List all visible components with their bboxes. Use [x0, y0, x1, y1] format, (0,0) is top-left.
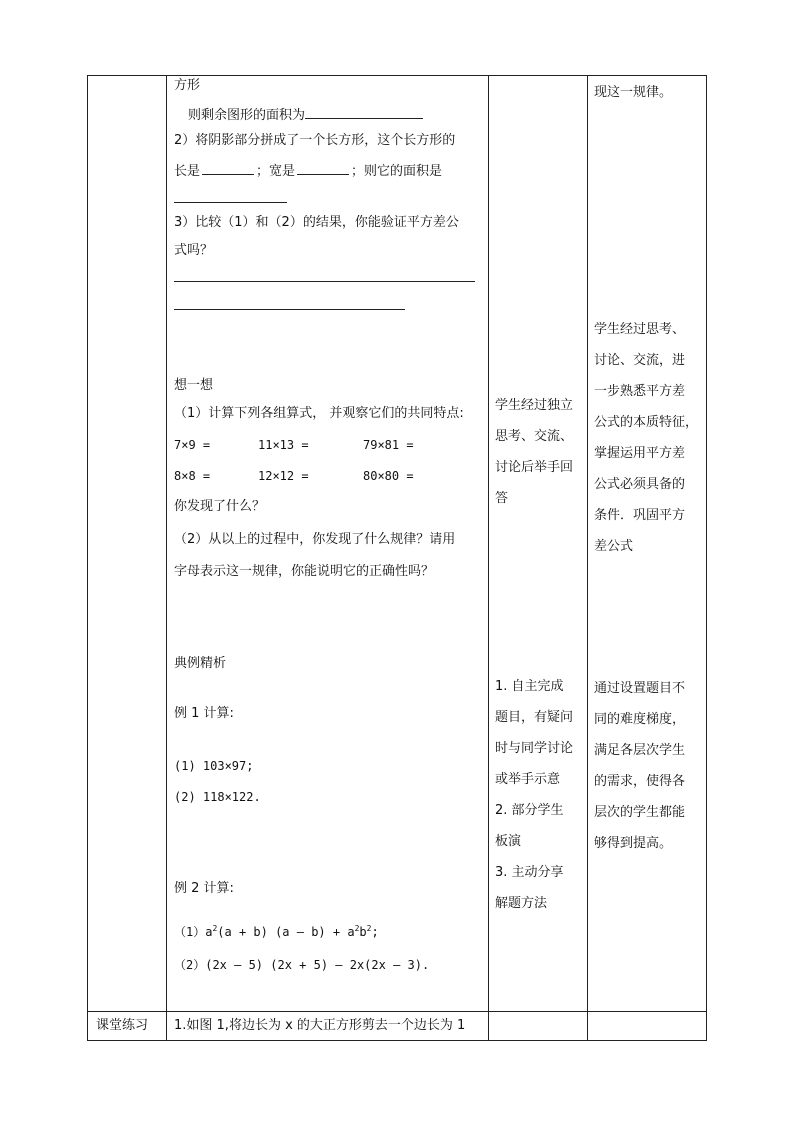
exponent: 2 — [354, 924, 360, 933]
design-intent-line: 层次的学生都能 — [594, 805, 686, 820]
student-activity-line: 思考、交流、 — [495, 429, 574, 444]
section-title: 想一想 — [174, 378, 214, 393]
calc-item: 79×81 = — [363, 438, 414, 452]
design-intent-line: 差公式 — [594, 539, 634, 554]
remaining-area-question — [188, 105, 423, 124]
design-intent-line: 学生经过思考、 — [594, 322, 686, 337]
rectangle-dimensions-question — [174, 161, 442, 180]
table-border-bottom — [87, 1040, 707, 1041]
text-line: （1）计算下列各组算式， 并观察它们的共同特点: — [174, 406, 464, 421]
table-border-top — [87, 75, 707, 76]
table-col-line-5 — [706, 75, 707, 1041]
calc-item: 8×8 = — [174, 469, 211, 483]
example-item: (2) 118×122. — [174, 790, 261, 804]
example-title: 例 2 计算: — [174, 881, 234, 896]
student-activity-line: 3. 主动分享 — [495, 865, 564, 880]
student-activity-line: 板演 — [495, 834, 522, 849]
text-line: 你发现了什么？ — [174, 499, 266, 514]
text-line: 字母表示这一规律，你能说明它的正确性吗？ — [174, 564, 435, 579]
student-activity-line: 题目，有疑问 — [495, 710, 574, 725]
answer-line — [174, 202, 287, 203]
text-line: ；宽是 — [256, 164, 296, 179]
calc-item: 12×12 = — [258, 469, 309, 483]
student-activity-line: 答 — [495, 491, 509, 506]
expr-part: ; — [371, 925, 379, 939]
student-activity-line: 时与同学讨论 — [495, 741, 574, 756]
text-line: 3）比较（1）和（2）的结果，你能验证平方差公 — [174, 215, 459, 230]
example-item: （2）(2x – 5) (2x + 5) – 2x(2x – 3). — [174, 958, 430, 972]
table-col-line-4 — [587, 75, 588, 1041]
text-line: 方形 — [174, 78, 201, 93]
design-intent-line: 的需求，使得各 — [594, 774, 686, 789]
student-activity-line: 讨论后举手回 — [495, 460, 574, 475]
answer-blank — [202, 161, 254, 175]
expr-part: (a + b) (a – b) + a — [217, 925, 355, 939]
text-line: 2）将阴影部分拼成了一个长方形，这个长方形的 — [174, 133, 456, 148]
answer-blank — [297, 161, 349, 175]
row-label: 课堂练习 — [96, 1018, 149, 1033]
student-activity-line: 解题方法 — [495, 896, 548, 911]
example-title: 例 1 计算: — [174, 706, 234, 721]
design-intent-line: 条件．巩固平方 — [594, 508, 686, 523]
student-activity-line: 或举手示意 — [495, 772, 561, 787]
text-line: ；则它的面积是 — [351, 164, 443, 179]
answer-line — [174, 281, 475, 282]
calc-item: 7×9 = — [174, 438, 211, 452]
text-line: 式吗？ — [174, 243, 214, 258]
expr-part: （1）a — [174, 925, 213, 939]
table-col-line-3 — [488, 75, 489, 1041]
student-activity-line: 学生经过独立 — [495, 398, 574, 413]
example-item — [174, 924, 379, 940]
exponent: 2 — [366, 924, 372, 933]
table-col-line-1 — [87, 75, 88, 1041]
table-row-divider — [87, 1011, 707, 1012]
design-intent-line: 公式必须具备的 — [594, 477, 686, 492]
calc-item: 80×80 = — [363, 469, 414, 483]
text-line: 长是 — [174, 164, 201, 179]
section-title: 典例精析 — [174, 656, 227, 671]
student-activity-line: 1. 自主完成 — [495, 679, 564, 694]
design-intent-line: 同的难度梯度， — [594, 712, 686, 727]
example-item: (1) 103×97; — [174, 759, 254, 773]
design-intent-line: 满足各层次学生 — [594, 743, 686, 758]
answer-line — [174, 309, 405, 310]
design-intent-line: 够得到提高。 — [594, 836, 673, 851]
design-intent-line: 公式的本质特征， — [594, 415, 699, 430]
design-intent-line: 现这一规律。 — [594, 85, 673, 100]
student-activity-line: 2. 部分学生 — [495, 803, 564, 818]
exercise-text: 1.如图 1,将边长为 x 的大正方形剪去一个边长为 1 — [174, 1018, 466, 1033]
design-intent-line: 讨论、交流，进 — [594, 353, 686, 368]
text-line: 则剩余图形的面积为 — [188, 108, 306, 123]
design-intent-line: 掌握运用平方差 — [594, 446, 686, 461]
design-intent-line: 一步熟悉平方差 — [594, 384, 686, 399]
answer-blank — [305, 105, 423, 119]
text-line: （2）从以上的过程中，你发现了什么规律？请用 — [174, 532, 456, 547]
calc-item: 11×13 = — [258, 438, 309, 452]
design-intent-line: 通过设置题目不 — [594, 681, 686, 696]
expr-part: b — [359, 925, 367, 939]
exponent: 2 — [212, 924, 218, 933]
table-col-line-2 — [166, 75, 167, 1041]
